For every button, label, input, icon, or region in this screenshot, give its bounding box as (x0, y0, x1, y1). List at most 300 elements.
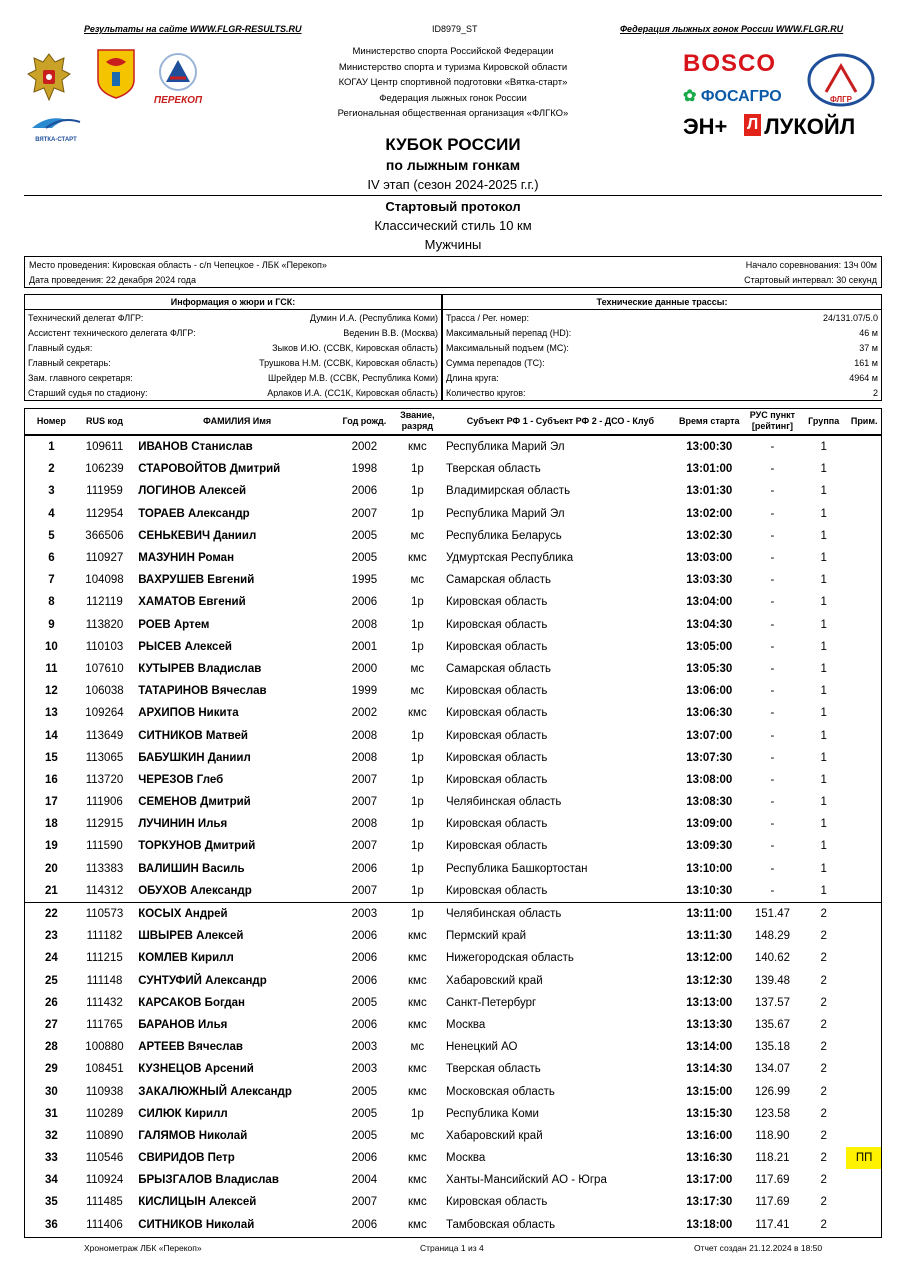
bib-number-cell: 10 (45, 640, 58, 653)
start-time-cell: 13:06:00 (686, 685, 733, 698)
track-label: Максимальный подъем (MC): (446, 343, 569, 353)
start-time-cell: 13:18:00 (686, 1218, 733, 1231)
birth-year-cell: 2002 (351, 707, 378, 720)
bib-number-cell: 9 (48, 618, 55, 631)
region-cell: Кировская область (446, 818, 548, 831)
bib-number-cell: 20 (45, 862, 58, 875)
bib-number-cell: 32 (45, 1129, 58, 1142)
group-cell: 2 (820, 1085, 827, 1098)
birth-year-cell: 2000 (351, 662, 378, 675)
rating-points-cell: 118.90 (755, 1129, 790, 1142)
rank-cell: мс (410, 529, 425, 542)
group-cell: 1 (820, 729, 827, 742)
region-cell: Ненецкий АО (446, 1041, 518, 1054)
athlete-name-cell: ЗАКАЛЮЖНЫЙ Александр (138, 1085, 292, 1098)
bosco-logo: BOSCO (683, 50, 777, 77)
athlete-name-cell: АРХИПОВ Никита (138, 707, 239, 720)
group-cell: 1 (820, 507, 827, 520)
jury-role: Главный секретарь: (28, 358, 111, 368)
rank-cell: кмс (408, 1218, 427, 1231)
bib-number-cell: 34 (45, 1174, 58, 1187)
birth-year-cell: 1998 (351, 463, 378, 476)
bib-number-cell: 11 (45, 662, 58, 675)
divider (443, 309, 881, 310)
jury-role: Главный судья: (28, 343, 93, 353)
rank-cell: мс (410, 1129, 425, 1142)
phosagro-flower-icon: ✿ (683, 88, 697, 105)
track-label: Трасса / Рег. номер: (446, 313, 529, 323)
birth-year-cell: 2006 (351, 974, 378, 987)
start-time-cell: 13:02:30 (686, 529, 733, 542)
rank-cell: 1р (410, 796, 424, 809)
rus-code-cell: 104098 (85, 574, 124, 587)
flgr-logo-text: ФЛГР (829, 95, 853, 104)
start-time-cell: 13:00:30 (686, 441, 733, 454)
birth-year-cell: 2008 (351, 729, 378, 742)
athlete-name-cell: КИСЛИЦЫН Алексей (138, 1196, 257, 1209)
start-time-cell: 13:06:30 (686, 707, 733, 720)
birth-year-cell: 2006 (351, 1018, 378, 1031)
birth-year-cell: 2006 (351, 596, 378, 609)
birth-year-cell: 1995 (351, 574, 378, 587)
track-label: Количество кругов: (446, 388, 526, 398)
rank-cell: 1р (410, 507, 424, 520)
start-time-cell: 13:12:30 (686, 974, 733, 987)
group-cell: 2 (820, 1129, 827, 1142)
rus-code-cell: 106038 (85, 685, 124, 698)
region-cell: Кировская область (446, 773, 548, 786)
rus-code-cell: 110546 (85, 1152, 124, 1165)
athlete-name-cell: РОЕВ Артем (138, 618, 210, 631)
start-time-cell: 13:13:00 (686, 996, 733, 1009)
rus-code-cell: 111148 (86, 974, 123, 987)
rus-code-cell: 110103 (85, 640, 124, 653)
track-value: 161 м (854, 358, 878, 368)
rating-points-cell: - (770, 884, 775, 897)
athlete-name-cell: ТОРКУНОВ Дмитрий (138, 840, 256, 853)
perekop-logo (148, 52, 208, 106)
rank-cell: кмс (408, 974, 427, 987)
group-cell: 1 (820, 463, 827, 476)
athlete-name-cell: МАЗУНИН Роман (138, 552, 235, 565)
start-time-cell: 13:09:00 (686, 818, 733, 831)
start-time-cell: 13:16:30 (686, 1152, 733, 1165)
bib-number-cell: 33 (45, 1152, 58, 1165)
track-label: Максимальный перепад (HD): (446, 328, 572, 338)
group-cell: 1 (820, 485, 827, 498)
athlete-name-cell: БАРАНОВ Илья (138, 1018, 228, 1031)
kirov-ministry-logo (92, 46, 140, 106)
col-header-birth-year: Год рожд. (336, 408, 393, 435)
athlete-name-cell: ВАХРУШЕВ Евгений (138, 574, 255, 587)
rating-points-cell: - (770, 729, 775, 742)
bib-number-cell: 14 (45, 729, 58, 742)
region-cell: Самарская область (446, 662, 551, 675)
bib-number-cell: 24 (45, 952, 58, 965)
group-cell: 1 (820, 640, 827, 653)
athlete-name-cell: СИТНИКОВ Матвей (138, 729, 248, 742)
report-created: Отчет создан 21.12.2024 в 18:50 (694, 1243, 823, 1253)
athlete-name-cell: КОСЫХ Андрей (130, 902, 336, 925)
rank-cell: 1р (410, 751, 424, 764)
rus-code-cell: 113383 (85, 862, 124, 875)
birth-year-cell: 2008 (351, 818, 378, 831)
federation-site-link[interactable]: Федерация лыжных гонок России WWW.FLGR.RU (620, 24, 844, 34)
rating-points-cell: 135.67 (754, 1018, 790, 1031)
bib-number-cell: 15 (45, 751, 58, 764)
phosagro-logo-text: ФОСАГРО (700, 88, 782, 105)
birth-year-cell: 2003 (351, 1063, 378, 1076)
region-cell: Кировская область (446, 596, 548, 609)
col-header-rating: РУС пункт [рейтинг] (744, 408, 801, 435)
rating-points-cell: 137.57 (754, 996, 790, 1009)
start-time-cell: 13:04:00 (686, 596, 733, 609)
rank-cell: мс (410, 685, 425, 698)
col-header-group: Группа (801, 408, 846, 435)
rating-points-cell: - (770, 463, 775, 476)
group-cell: 2 (820, 952, 827, 965)
start-time-cell: 13:05:00 (686, 640, 733, 653)
col-header-number: Номер (24, 408, 79, 435)
jury-role: Ассистент технического делегата ФЛГР: (28, 328, 196, 338)
venue-box (24, 256, 882, 288)
start-interval: Стартовый интервал: 30 секунд (744, 275, 877, 285)
rus-code-cell: 111590 (86, 840, 123, 853)
rank-cell: кмс (408, 1196, 427, 1209)
bib-number-cell: 31 (45, 1107, 58, 1120)
region-cell: Республика Коми (446, 1107, 539, 1120)
birth-year-cell: 2002 (351, 441, 378, 454)
group-cell: 2 (820, 930, 827, 943)
rank-cell: 1р (410, 818, 424, 831)
rating-points-cell: 123.58 (754, 1107, 790, 1120)
rating-points-cell: 117.41 (755, 1218, 790, 1231)
jury-person: Арлаков И.А. (СС1К, Кировская область) (267, 388, 438, 398)
bib-number-cell: 2 (48, 463, 55, 476)
jury-person: Веденин В.В. (Москва) (343, 328, 438, 338)
start-time: Начало соревнования: 13ч 00м (745, 260, 877, 270)
start-time-cell: 13:17:00 (686, 1174, 733, 1187)
region-cell: Кировская область (446, 884, 548, 897)
birth-year-cell: 2003 (351, 1041, 378, 1054)
start-time-cell: 13:08:30 (686, 796, 733, 809)
jury-role: Зам. главного секретаря: (28, 373, 133, 383)
start-time-cell: 13:04:30 (686, 618, 733, 631)
page-subtitle: по лыжным гонкам (385, 157, 521, 173)
region-cell: Владимирская область (446, 485, 571, 498)
athlete-name-cell: СИЛЮК Кирилл (138, 1107, 228, 1120)
athlete-name-cell: СУНТУФИЙ Александр (138, 974, 267, 987)
region-cell: Кировская область (446, 1196, 548, 1209)
bib-number-cell: 12 (45, 685, 58, 698)
bib-number-cell: 21 (45, 884, 58, 897)
start-time-cell: 13:03:00 (686, 552, 733, 565)
birth-year-cell: 2006 (351, 952, 378, 965)
bib-number-cell: 26 (45, 996, 58, 1009)
birth-year-cell: 2003 (336, 902, 393, 925)
bib-number-cell: 17 (45, 796, 58, 809)
region-cell: Челябинская область (446, 796, 562, 809)
group-cell: 1 (820, 773, 827, 786)
region-cell: Кировская область (446, 707, 548, 720)
rank-cell: кмс (408, 1174, 427, 1187)
birth-year-cell: 2004 (351, 1174, 378, 1187)
region-cell: Московская область (446, 1085, 555, 1098)
region-cell: Кировская область (446, 840, 548, 853)
rating-points-cell: - (770, 840, 775, 853)
rus-code-cell: 110573 (79, 902, 130, 925)
rating-points-cell: - (770, 529, 775, 542)
athlete-name-cell: КУТЫРЕВ Владислав (138, 662, 262, 675)
track-heading: Технические данные трассы: (596, 297, 728, 307)
rus-code-cell: 110890 (85, 1129, 124, 1142)
rank-cell: 1р (410, 884, 424, 897)
athlete-name-cell: ВАЛИШИН Василь (138, 862, 245, 875)
rank-cell: мс (410, 662, 425, 675)
rating-points-cell: - (770, 640, 775, 653)
rank-cell: кмс (408, 707, 427, 720)
venue-date: Дата проведения: 22 декабря 2024 года (29, 275, 196, 285)
rank-cell: кмс (408, 930, 427, 943)
birth-year-cell: 2005 (351, 1085, 378, 1098)
bib-number-cell: 5 (48, 529, 55, 542)
rank-cell: кмс (408, 1085, 427, 1098)
track-value: 2 (872, 388, 878, 398)
birth-year-cell: 2001 (351, 640, 378, 653)
group-cell: 2 (820, 1063, 827, 1076)
birth-year-cell: 2006 (351, 862, 378, 875)
athlete-name-cell: ИВАНОВ Станислав (138, 441, 253, 454)
rating-points-cell: - (770, 574, 775, 587)
birth-year-cell: 2008 (351, 751, 378, 764)
region-cell: Кировская область (446, 640, 548, 653)
rating-points-cell: - (770, 485, 775, 498)
start-time-cell: 13:07:30 (686, 751, 733, 764)
rating-points-cell: 151.47 (744, 902, 801, 925)
region-cell: Республика Марий Эл (446, 507, 565, 520)
track-value: 4964 м (849, 373, 878, 383)
rus-code-cell: 111906 (86, 796, 123, 809)
bib-number-cell: 4 (48, 507, 55, 520)
athlete-name-cell: СЕМЕНОВ Дмитрий (138, 796, 251, 809)
athlete-name-cell: СЕНЬКЕВИЧ Даниил (138, 529, 257, 542)
stage-label: IV этап (сезон 2024-2025 г.г.) (367, 177, 539, 192)
rus-code-cell: 110927 (85, 552, 124, 565)
rating-points-cell: - (770, 862, 775, 875)
group-cell: 1 (820, 862, 827, 875)
start-time-cell: 13:14:30 (686, 1063, 733, 1076)
perekop-logo-text: ПЕРЕКОП (153, 95, 203, 106)
start-time-cell: 13:14:00 (686, 1041, 733, 1054)
organizer-line: Региональная общественная организация «ФЛГКО» (337, 108, 569, 119)
rank-cell: 1р (410, 862, 424, 875)
bib-number-cell: 1 (48, 441, 55, 454)
group-cell: 1 (820, 596, 827, 609)
bib-number-cell: 22 (24, 902, 79, 925)
athlete-name-cell: КОМЛЕВ Кирилл (138, 952, 234, 965)
rating-points-cell: - (770, 618, 775, 631)
start-time-cell: 13:15:00 (686, 1085, 733, 1098)
rus-code-cell: 112119 (86, 596, 123, 609)
organizers-list (230, 44, 676, 122)
group-cell: 2 (820, 1196, 827, 1209)
bib-number-cell: 3 (48, 485, 55, 498)
start-time-cell: 13:02:00 (686, 507, 733, 520)
results-site-link[interactable]: Результаты на сайте WWW.FLGR-RESULTS.RU (84, 24, 302, 34)
athlete-name-cell: БРЫЗГАЛОВ Владислав (138, 1174, 279, 1187)
group-cell: 2 (820, 996, 827, 1009)
jury-role: Технический делегат ФЛГР: (28, 313, 144, 323)
group-cell: 1 (820, 441, 827, 454)
rus-code-cell: 113065 (85, 751, 124, 764)
birth-year-cell: 2008 (351, 618, 378, 631)
birth-year-cell: 2007 (351, 840, 378, 853)
region-cell: Хабаровский край (446, 1129, 543, 1142)
region-cell: Республика Беларусь (446, 529, 562, 542)
rus-code-cell: 111432 (86, 996, 123, 1009)
category-label: Мужчины (424, 237, 482, 252)
region-cell: Самарская область (446, 574, 551, 587)
discipline-label: Классический стиль 10 км (374, 218, 532, 233)
bib-number-cell: 8 (48, 596, 55, 609)
rus-code-cell: 111215 (86, 952, 123, 965)
vyatka-start-logo (28, 112, 84, 142)
col-header-rank: Звание, разряд (393, 408, 442, 435)
rus-code-cell: 111406 (86, 1218, 123, 1231)
lukoil-mark-icon: Л (744, 114, 761, 136)
region-cell: Тверская область (446, 1063, 541, 1076)
col-header-start-time: Время старта (675, 408, 744, 435)
rank-cell: мс (410, 574, 425, 587)
start-time-cell: 13:03:30 (686, 574, 733, 587)
divider (25, 309, 441, 310)
organizer-line: Федерация лыжных гонок России (379, 92, 527, 104)
rating-points-cell: - (770, 818, 775, 831)
birth-year-cell: 1999 (351, 685, 378, 698)
rating-points-cell: - (770, 662, 775, 675)
rank-cell: кмс (408, 1152, 427, 1165)
athlete-name-cell: ШВЫРЕВ Алексей (138, 930, 244, 943)
birth-year-cell: 2005 (351, 1107, 378, 1120)
rus-code-cell: 113649 (85, 729, 124, 742)
rating-points-cell: 126.99 (754, 1085, 790, 1098)
rank-cell: 1р (410, 618, 424, 631)
jury-person: Думин И.А. (Республика Коми) (309, 313, 438, 323)
start-time-cell: 13:12:00 (686, 952, 733, 965)
lukoil-logo (744, 114, 855, 140)
rank-cell: 1р (410, 640, 424, 653)
athlete-name-cell: ТОРАЕВ Александр (138, 507, 250, 520)
rus-code-cell: 106239 (85, 463, 124, 476)
region-cell: Москва (446, 1018, 486, 1031)
athlete-name-cell: БАБУШКИН Даниил (138, 751, 251, 764)
rating-points-cell: 140.62 (754, 952, 790, 965)
group-cell: 2 (820, 974, 827, 987)
group-cell: 1 (820, 884, 827, 897)
athlete-name-cell: СТАРОВОЙТОВ Дмитрий (138, 463, 281, 476)
group-cell: 1 (820, 685, 827, 698)
rating-points-cell: - (770, 441, 775, 454)
rating-points-cell: 117.69 (755, 1174, 790, 1187)
rank-cell: 1р (410, 773, 424, 786)
group-cell: 2 (801, 902, 846, 925)
start-time-cell: 13:07:00 (686, 729, 733, 742)
athlete-name-cell: КАРСАКОВ Богдан (138, 996, 245, 1009)
region-cell: Тверская область (446, 463, 541, 476)
col-header-rus-code: RUS код (79, 408, 130, 435)
rank-cell: кмс (408, 441, 427, 454)
group-cell: 1 (820, 751, 827, 764)
group-cell: 1 (820, 574, 827, 587)
rating-points-cell: 139.48 (754, 974, 790, 987)
lukoil-logo-text: ЛУКОЙЛ (764, 114, 856, 139)
region-cell: Челябинская область (442, 902, 675, 925)
rank-cell: 1р (410, 840, 424, 853)
athlete-name-cell: РЫСЕВ Алексей (138, 640, 232, 653)
start-time-cell: 13:09:30 (686, 840, 733, 853)
birth-year-cell: 2006 (351, 930, 378, 943)
region-cell: Пермский край (446, 930, 527, 943)
athlete-name-cell: ЛУЧИНИН Илья (138, 818, 228, 831)
note-cell: ПП (846, 1147, 882, 1169)
start-time-cell: 13:08:00 (686, 773, 733, 786)
track-value: 37 м (859, 343, 878, 353)
birth-year-cell: 2006 (351, 1218, 378, 1231)
rating-points-cell: 134.07 (754, 1063, 790, 1076)
group-cell: 2 (820, 1218, 827, 1231)
region-cell: Кировская область (446, 729, 548, 742)
rus-code-cell: 113820 (85, 618, 124, 631)
col-header-note: Прим. (846, 408, 882, 435)
rus-code-cell: 107610 (85, 662, 124, 675)
region-cell: Нижегородская область (446, 952, 574, 965)
athlete-name-cell: КУЗНЕЦОВ Арсений (138, 1063, 254, 1076)
region-cell: Республика Башкортостан (446, 862, 588, 875)
track-box (442, 294, 882, 401)
rus-code-cell: 110938 (85, 1085, 124, 1098)
bib-number-cell: 6 (48, 552, 55, 565)
page-title: КУБОК РОССИИ (385, 135, 521, 154)
region-cell: Ханты-Мансийский АО - Югра (446, 1174, 607, 1187)
region-cell: Удмуртская Республика (446, 552, 574, 565)
rus-code-cell: 100880 (85, 1041, 124, 1054)
birth-year-cell: 2007 (351, 796, 378, 809)
birth-year-cell: 2007 (351, 773, 378, 786)
group-cell: 2 (820, 1152, 827, 1165)
region-cell: Москва (446, 1152, 486, 1165)
rus-code-cell: 112915 (85, 818, 124, 831)
group-cell: 1 (820, 552, 827, 565)
birth-year-cell: 2006 (351, 485, 378, 498)
rating-points-cell: - (770, 596, 775, 609)
group-cell: 1 (820, 529, 827, 542)
rank-cell: кмс (408, 952, 427, 965)
rating-points-cell: - (770, 552, 775, 565)
rating-points-cell: - (770, 507, 775, 520)
document-id: ID8979_ST (432, 24, 478, 34)
rus-code-cell: 111182 (86, 930, 123, 943)
bib-number-cell: 16 (45, 773, 58, 786)
rus-code-cell: 111765 (86, 1018, 123, 1031)
bib-number-cell: 13 (45, 707, 58, 720)
en-plus-logo-text: ЭН+ (683, 114, 728, 139)
track-label: Длина круга: (446, 373, 499, 383)
track-value: 24/131.07/5.0 (822, 313, 878, 323)
start-time-cell: 13:01:00 (686, 463, 733, 476)
russia-emblem-logo (24, 48, 74, 106)
bib-number-cell: 30 (45, 1085, 58, 1098)
start-time-cell: 13:01:30 (686, 485, 733, 498)
